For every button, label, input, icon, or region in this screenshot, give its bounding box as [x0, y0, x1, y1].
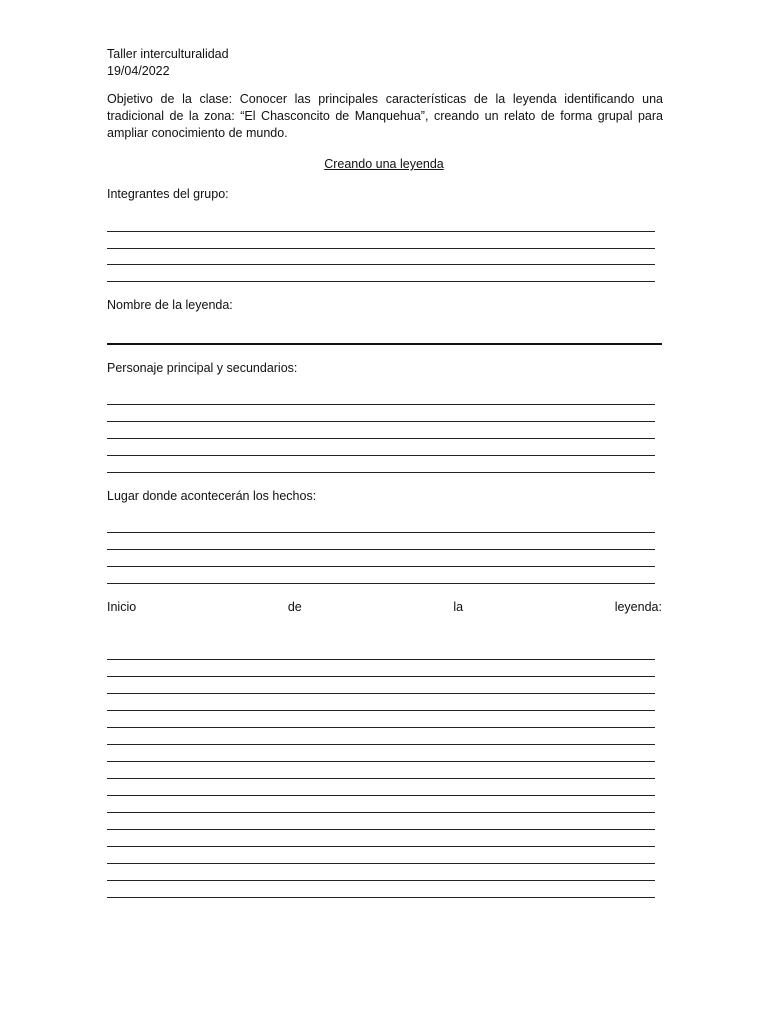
characters-line-5[interactable] — [107, 472, 655, 473]
group-members-line-4[interactable] — [107, 281, 655, 282]
beginning-line-13[interactable] — [107, 863, 655, 864]
beginning-word-3: la — [453, 600, 464, 614]
group-members-line-2[interactable] — [107, 248, 655, 249]
place-line-2[interactable] — [107, 549, 655, 550]
characters-line-1[interactable] — [107, 404, 655, 405]
beginning-line-3[interactable] — [107, 693, 655, 694]
beginning-line-15[interactable] — [107, 897, 655, 898]
beginning-line-9[interactable] — [107, 795, 655, 796]
class-objective: Objetivo de la clase: Conocer las principales características de la leyenda identificando una tradicional de la zona: “El Chasconcito de Manquehua”, creando un relato de forma grupal para ampliar conocimiento de mundo. — [107, 92, 663, 140]
beginning-line-14[interactable] — [107, 880, 655, 881]
beginning-label — [107, 599, 662, 616]
place-line-1[interactable] — [107, 532, 655, 533]
beginning-line-4[interactable] — [107, 710, 655, 711]
beginning-line-6[interactable] — [107, 744, 655, 745]
workshop-title: Taller interculturalidad — [107, 47, 229, 61]
beginning-word-2: de — [287, 600, 302, 614]
section-title: Creando una leyenda — [324, 157, 444, 171]
legend-name-label: Nombre de la leyenda: — [107, 298, 233, 312]
beginning-line-2[interactable] — [107, 676, 655, 677]
legend-name-line[interactable] — [107, 343, 662, 345]
beginning-line-7[interactable] — [107, 761, 655, 762]
beginning-line-8[interactable] — [107, 778, 655, 779]
beginning-line-5[interactable] — [107, 727, 655, 728]
group-members-line-1[interactable] — [107, 231, 655, 232]
place-line-4[interactable] — [107, 583, 655, 584]
beginning-line-12[interactable] — [107, 846, 655, 847]
place-label: Lugar donde acontecerán los hechos: — [107, 489, 317, 503]
beginning-word-1: Inicio — [107, 600, 137, 614]
place-line-3[interactable] — [107, 566, 655, 567]
characters-line-3[interactable] — [107, 438, 655, 439]
beginning-word-4: leyenda: — [614, 600, 662, 614]
characters-label: Personaje principal y secundarios: — [107, 361, 298, 375]
group-members-label: Integrantes del grupo: — [107, 187, 229, 201]
beginning-line-10[interactable] — [107, 812, 655, 813]
characters-line-4[interactable] — [107, 455, 655, 456]
group-members-line-3[interactable] — [107, 264, 655, 265]
beginning-line-11[interactable] — [107, 829, 655, 830]
beginning-line-1[interactable] — [107, 659, 655, 660]
characters-line-2[interactable] — [107, 421, 655, 422]
workshop-date: 19/04/2022 — [107, 64, 170, 78]
